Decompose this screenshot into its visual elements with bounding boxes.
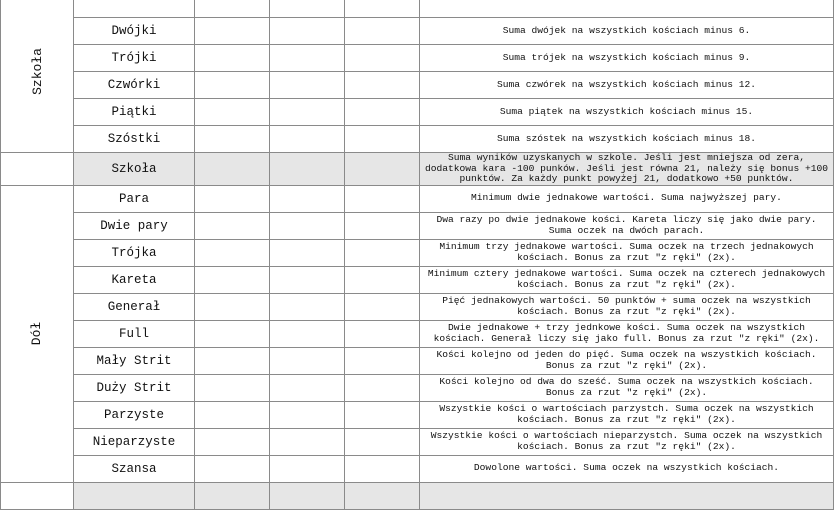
category-description-cell: [420, 0, 834, 18]
category-description-cell: Suma szóstek na wszystkich kościach minus 18.: [420, 126, 834, 153]
category-name-cell: Szóstki: [74, 126, 195, 153]
category-description-cell: Suma trójek na wszystkich kościach minus 9.: [420, 45, 834, 72]
category-name-cell: Trójki: [74, 45, 195, 72]
score-cell[interactable]: [195, 401, 270, 428]
table-row: [1, 212, 834, 239]
score-cell[interactable]: [345, 212, 420, 239]
table-row: [1, 320, 834, 347]
category-name-cell: Czwórki: [74, 72, 195, 99]
table-row: [1, 482, 834, 509]
category-description-cell: Suma piątek na wszystkich kościach minus 15.: [420, 99, 834, 126]
score-cell[interactable]: [195, 347, 270, 374]
score-cell[interactable]: [270, 293, 345, 320]
category-name-cell: Nieparzyste: [74, 428, 195, 455]
score-cell[interactable]: [345, 347, 420, 374]
section-label-cell: [1, 482, 74, 509]
section-label: Dół: [29, 321, 45, 346]
table-row: [1, 347, 834, 374]
score-cell[interactable]: [345, 18, 420, 45]
category-description-cell: [420, 482, 834, 509]
table-row: [1, 72, 834, 99]
score-cell[interactable]: [270, 239, 345, 266]
score-cell[interactable]: [195, 18, 270, 45]
score-cell[interactable]: [195, 153, 270, 186]
category-name-cell: Generał: [74, 293, 195, 320]
table-row: [1, 99, 834, 126]
section-cell: [1, 0, 74, 153]
score-cell[interactable]: [195, 212, 270, 239]
section-label: Szkoła: [29, 48, 45, 95]
score-cell[interactable]: [195, 455, 270, 482]
score-cell[interactable]: [270, 45, 345, 72]
category-name-cell: Mały Strit: [74, 347, 195, 374]
section-label-cell: [1, 153, 74, 186]
score-cell[interactable]: [195, 185, 270, 212]
score-cell[interactable]: [195, 126, 270, 153]
category-description-cell: Pięć jednakowych wartości. 50 punktów + suma oczek na wszystkich kościach. Bonus za rzut "z ręki" (2x).: [420, 293, 834, 320]
category-name-cell: Parzyste: [74, 401, 195, 428]
score-cell[interactable]: [345, 266, 420, 293]
score-cell[interactable]: [345, 45, 420, 72]
category-name-cell: Dwójki: [74, 18, 195, 45]
summary-row: [1, 153, 834, 186]
score-cell[interactable]: [195, 266, 270, 293]
table-row: [1, 185, 834, 212]
category-description-cell: Dowolone wartości. Suma oczek na wszystkich kościach.: [420, 455, 834, 482]
score-cell[interactable]: [345, 482, 420, 509]
score-cell[interactable]: [270, 212, 345, 239]
score-cell[interactable]: [345, 72, 420, 99]
score-cell[interactable]: [345, 374, 420, 401]
score-cell[interactable]: [270, 266, 345, 293]
score-cell[interactable]: [345, 239, 420, 266]
score-cell[interactable]: [270, 347, 345, 374]
score-cell[interactable]: [270, 482, 345, 509]
table-row: [1, 266, 834, 293]
category-name-cell: Trójka: [74, 239, 195, 266]
category-description-cell: Wszystkie kości o wartościach nieparzystch. Suma oczek na wszystkich kościach. Bonus za rzut "z ręki" (2x).: [420, 428, 834, 455]
score-cell[interactable]: [345, 0, 420, 18]
score-cell[interactable]: [270, 72, 345, 99]
category-name-cell: Dwie pary: [74, 212, 195, 239]
category-name-cell: Szansa: [74, 455, 195, 482]
score-cell[interactable]: [195, 45, 270, 72]
score-cell[interactable]: [195, 72, 270, 99]
category-description-cell: Wszystkie kości o wartościach parzystch. Suma oczek na wszystkich kościach. Bonus za rzut "z ręki" (2x).: [420, 401, 834, 428]
score-cell[interactable]: [345, 428, 420, 455]
score-cell[interactable]: [345, 320, 420, 347]
category-description-cell: Suma czwórek na wszystkich kościach minus 12.: [420, 72, 834, 99]
score-cell[interactable]: [270, 99, 345, 126]
table-row: [1, 401, 834, 428]
score-cell[interactable]: [270, 401, 345, 428]
score-cell[interactable]: [270, 320, 345, 347]
score-cell[interactable]: [270, 18, 345, 45]
table-row: [1, 455, 834, 482]
score-cell[interactable]: [195, 374, 270, 401]
score-cell[interactable]: [195, 239, 270, 266]
score-cell[interactable]: [345, 126, 420, 153]
category-name-cell: [74, 482, 195, 509]
summary-name-cell: Szkoła: [74, 153, 195, 186]
table-row: [1, 374, 834, 401]
score-cell[interactable]: [345, 99, 420, 126]
score-cell[interactable]: [195, 293, 270, 320]
category-name-cell: Para: [74, 185, 195, 212]
category-description-cell: Dwa razy po dwie jednakowe kości. Kareta liczy się jako dwie pary. Suma oczek na dwóch parach.: [420, 212, 834, 239]
score-cell[interactable]: [195, 320, 270, 347]
score-cell[interactable]: [270, 153, 345, 186]
score-cell[interactable]: [270, 185, 345, 212]
score-cell[interactable]: [270, 126, 345, 153]
table-row: [1, 18, 834, 45]
table-row: [1, 428, 834, 455]
table-row: [1, 45, 834, 72]
category-name-cell: [74, 0, 195, 18]
score-cell[interactable]: [270, 455, 345, 482]
score-cell[interactable]: [345, 153, 420, 186]
table-row: [1, 0, 834, 18]
category-description-cell: Kości kolejno od jeden do pięć. Suma oczek na wszystkich kościach. Bonus za rzut "z ręki" (2x).: [420, 347, 834, 374]
score-cell[interactable]: [195, 482, 270, 509]
table-row: [1, 293, 834, 320]
table-row: [1, 126, 834, 153]
score-cell[interactable]: [270, 0, 345, 18]
score-cell[interactable]: [270, 428, 345, 455]
category-description-cell: Minimum trzy jednakowe wartości. Suma oczek na trzech jednakowych kościach. Bonus za rzut "z ręki" (2x).: [420, 239, 834, 266]
category-name-cell: Full: [74, 320, 195, 347]
category-name-cell: Piątki: [74, 99, 195, 126]
category-description-cell: Dwie jednakowe + trzy jednkowe kości. Suma oczek na wszystkich kościach. Generał liczy się jako full. Bonus za rzut "z ręki" (2x).: [420, 320, 834, 347]
score-cell[interactable]: [195, 99, 270, 126]
table-row: [1, 239, 834, 266]
score-cell[interactable]: [195, 0, 270, 18]
section-label-cell: [1, 185, 74, 482]
category-description-cell: Suma dwójek na wszystkich kościach minus 6.: [420, 18, 834, 45]
score-cell[interactable]: [345, 455, 420, 482]
category-description-cell: Minimum cztery jednakowe wartości. Suma oczek na czterech jednakowych kościach. Bonus za rzut "z ręki" (2x).: [420, 266, 834, 293]
category-name-cell: Kareta: [74, 266, 195, 293]
scorecard-body: [1, 0, 834, 509]
category-description-cell: Kości kolejno od dwa do sześć. Suma oczek na wszystkich kościach. Bonus za rzut "z ręki" (2x).: [420, 374, 834, 401]
score-cell[interactable]: [345, 401, 420, 428]
score-cell[interactable]: [345, 293, 420, 320]
score-cell[interactable]: [270, 374, 345, 401]
score-cell[interactable]: [345, 185, 420, 212]
score-cell[interactable]: [195, 428, 270, 455]
category-name-cell: Duży Strit: [74, 374, 195, 401]
category-description-cell: Minimum dwie jednakowe wartości. Suma najwyższej pary.: [420, 185, 834, 212]
summary-description-cell: Suma wyników uzyskanych w szkole. Jeśli jest mniejsza od zera, dodatkowa kara -100 punków. Jeśli jest równa 21, należy się bonus +100 punktów. Za każdy punkt powyżej 21, dodatkowo +50 punktów.: [420, 153, 834, 186]
